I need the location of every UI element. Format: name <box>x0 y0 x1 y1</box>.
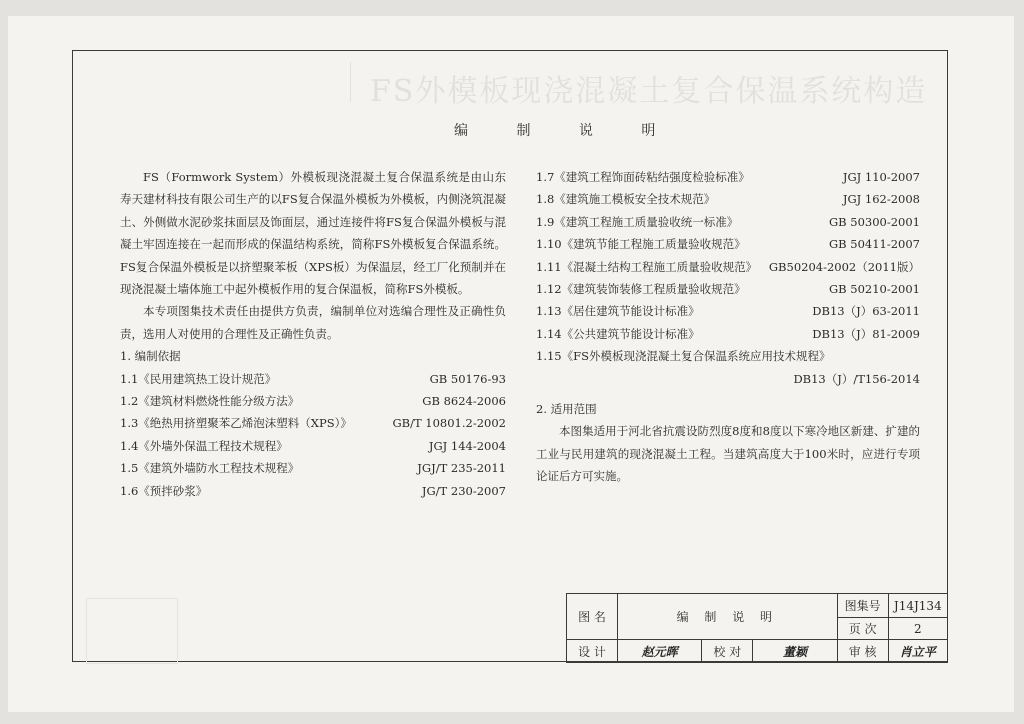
bleed-through-table <box>86 598 178 664</box>
check-signature <box>753 640 837 663</box>
reference-row <box>120 390 506 412</box>
reference-1-15-code: DB13（J）/T156-2014 <box>793 371 920 386</box>
reference-code: JGJ 110-2007 <box>842 170 920 184</box>
basis-reference-list <box>120 368 506 502</box>
reference-row <box>536 278 920 300</box>
reference-row <box>120 412 506 434</box>
check-label: 校 对 <box>702 640 753 663</box>
bleed-through-header: FS外模板现浇混凝土复合保温系统构造 <box>370 74 928 109</box>
reference-row <box>536 211 920 233</box>
design-signature <box>618 640 702 663</box>
reference-row <box>536 233 920 255</box>
reference-name: 1.1《民用建筑热工设计规范》 <box>120 371 277 386</box>
reference-row <box>536 256 920 278</box>
reference-name: 1.14《公共建筑节能设计标准》 <box>536 326 700 341</box>
reference-code: GB/T 10801.2-2002 <box>392 416 506 431</box>
basis-reference-list-cont <box>536 166 920 345</box>
reference-code: JG/T 230-2007 <box>421 483 506 498</box>
reference-row <box>120 457 506 479</box>
reference-row <box>120 435 506 457</box>
reference-code: GB 50300-2001 <box>828 214 920 229</box>
review-signature <box>888 640 947 663</box>
reference-code: DB13（J）63-2011 <box>812 304 920 319</box>
design-label: 设 计 <box>567 640 618 663</box>
reference-name: 1.9《建筑工程施工质量验收统一标准》 <box>536 214 739 229</box>
reference-name: 1.12《建筑装饰装修工程质量验收规范》 <box>536 281 746 296</box>
atlas-no: J14J134 <box>888 594 947 618</box>
responsibility-paragraph: 本专项图集技术责任由提供方负责，编制单位对选编合理性及正确性负责，选用人对使用的合理性及正确性负责。 <box>120 304 506 341</box>
title-block <box>566 593 948 663</box>
page-number: 2 <box>888 618 947 640</box>
reference-code: DB13（J）81-2009 <box>812 326 920 341</box>
reference-1-15-name: 1.15《FS外模板现浇混凝土复合保温系统应用技术规程》 <box>536 349 831 364</box>
reference-name: 1.5《建筑外墙防水工程技术规程》 <box>120 461 300 476</box>
scope-heading: 2. 适用范围 <box>536 401 597 416</box>
reference-name: 1.11《混凝土结构工程施工质量验收规范》 <box>536 259 758 274</box>
right-column <box>536 166 920 488</box>
reference-name: 1.2《建筑材料燃烧性能分级方法》 <box>120 394 300 409</box>
reference-name: 1.13《居住建筑节能设计标准》 <box>536 304 700 319</box>
reference-name: 1.8《建筑施工模板安全技术规范》 <box>536 192 716 207</box>
review-label: 审 核 <box>837 640 888 663</box>
reference-code: GB 50176-93 <box>429 371 506 386</box>
review-signature-text: 肖立平 <box>899 644 936 659</box>
figure-name: 编 制 说 明 <box>618 594 838 640</box>
atlas-no-label: 图集号 <box>837 594 888 618</box>
reference-row <box>120 480 506 502</box>
reference-code: GB 50210-2001 <box>828 281 920 296</box>
reference-name: 1.3《绝热用挤塑聚苯乙烯泡沫塑料（XPS）》 <box>120 416 352 431</box>
design-signature-text: 赵元晖 <box>641 644 678 659</box>
document-title: 编 制 说 明 <box>454 123 678 139</box>
reference-code: JGJ 162-2008 <box>842 192 920 207</box>
reference-row <box>536 323 920 345</box>
scope-paragraph: 本图集适用于河北省抗震设防烈度8度和8度以下寒冷地区新建、扩建的工业与民用建筑的现浇混凝土工程。当建筑高度大于100米时，应进行专项论证后方可实施。 <box>536 424 920 484</box>
intro-paragraph: FS（Formwork System）外模板现浇混凝土复合保温系统是由山东寿天建材科技有限公司生产的以FS复合保温外模板为外模板，内侧浇筑混凝土、外侧做水泥砂浆抹面层及饰面层，通过连接件将FS复合保温外模板与混凝土牢固连接在一起而形成的保温结构系统，简称FS外模板复合保温系统。FS复合保温外模板是以挤塑聚苯板（XPS板）为保温层，经工厂化预制并在现浇混凝土墙体施工中起外模板作用的复合保温板，简称FS外模板。 <box>120 170 506 297</box>
page-label: 页 次 <box>837 618 888 640</box>
reference-name: 1.10《建筑节能工程施工质量验收规范》 <box>536 237 746 252</box>
reference-name: 1.4《外墙外保温工程技术规程》 <box>120 438 288 453</box>
reference-name: 1.6《预拌砂浆》 <box>120 483 208 498</box>
check-signature-text: 董颖 <box>782 644 807 659</box>
reference-row <box>536 188 920 210</box>
basis-heading: 1. 编制依据 <box>120 349 181 364</box>
reference-row <box>536 166 920 188</box>
reference-row <box>120 368 506 390</box>
reference-row <box>536 300 920 322</box>
reference-code: GB50204-2002（2011版） <box>768 259 920 274</box>
reference-code: JGJ 144-2004 <box>428 438 506 453</box>
reference-code: JGJ/T 235-2011 <box>417 461 506 476</box>
reference-code: GB 50411-2007 <box>828 237 920 252</box>
figure-name-label: 图 名 <box>567 594 618 640</box>
reference-code: GB 8624-2006 <box>422 394 506 409</box>
reference-name: 1.7《建筑工程饰面砖粘结强度检验标准》 <box>536 170 750 184</box>
left-column <box>120 166 506 502</box>
